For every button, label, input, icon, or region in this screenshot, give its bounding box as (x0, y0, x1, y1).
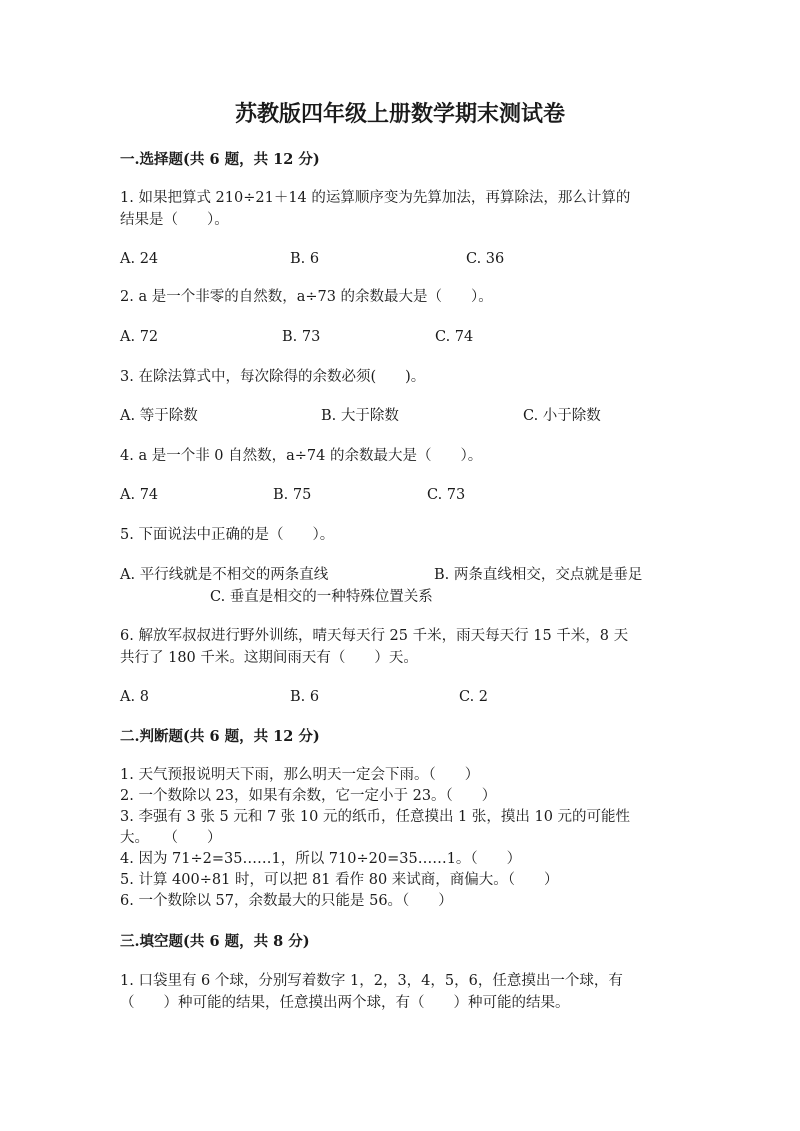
question-6-option-a: A. 8 (120, 689, 149, 705)
question-6-line-2: 共行了 180 千米。这期间雨天有（ ）天。 (120, 650, 418, 666)
fill-line-1: 1. 口袋里有 6 个球，分别写着数字 1，2，3，4，5，6，任意摸出一个球，有 (120, 973, 623, 989)
question-3-option-c: C. 小于除数 (523, 408, 601, 424)
question-6-option-c: C. 2 (459, 689, 489, 705)
question-1-line-2: 结果是（ ）。 (120, 212, 229, 228)
judge-line-7: 6. 一个数除以 57，余数最大的只能是 56。（ ） (120, 893, 453, 909)
question-2-option-b: B. 73 (282, 329, 321, 345)
judge-line-3: 3. 李强有 3 张 5 元和 7 张 10 元的纸币，任意摸出 1 张，摸出 10 元的可能性 (120, 809, 631, 825)
question-1-line-1: 1. 如果把算式 210÷21＋14 的运算顺序变为先算加法，再算除法，那么计算的 (120, 190, 631, 206)
question-4-line-1: 4. a 是一个非 0 自然数，a÷74 的余数最大是（ ）。 (120, 448, 483, 464)
section-heading-choice: 一.选择题(共 6 题，共 12 分) (120, 151, 320, 168)
question-2-line-1: 2. a 是一个非零的自然数，a÷73 的余数最大是（ ）。 (120, 289, 493, 305)
judge-line-5: 4. 因为 71÷2=35……1，所以 710÷20=35……1。（ ） (120, 851, 522, 867)
question-3-line-1: 3. 在除法算式中，每次除得的余数必须( )。 (120, 369, 426, 385)
question-5-option-a: A. 平行线就是不相交的两条直线 (120, 567, 329, 583)
question-3-option-a: A. 等于除数 (120, 408, 198, 424)
question-5-option-b: B. 两条直线相交，交点就是垂足 (434, 567, 643, 583)
question-2-option-c: C. 74 (435, 329, 474, 345)
question-4-option-a: A. 74 (120, 487, 159, 503)
question-4-option-c: C. 73 (427, 487, 466, 503)
question-1-option-a: A. 24 (120, 251, 159, 267)
question-5-option-c: C. 垂直是相交的一种特殊位置关系 (210, 589, 433, 605)
question-4-option-b: B. 75 (273, 487, 312, 503)
question-3-option-b: B. 大于除数 (321, 408, 399, 424)
judge-line-4: 大。 （ ） (120, 830, 222, 846)
judge-line-1: 1. 天气预报说明天下雨，那么明天一定会下雨。（ ） (120, 767, 480, 783)
section-heading-fill: 三.填空题(共 6 题，共 8 分) (120, 933, 310, 950)
question-6-option-b: B. 6 (290, 689, 320, 705)
section-heading-judge: 二.判断题(共 6 题，共 12 分) (120, 728, 320, 745)
question-1-option-b: B. 6 (290, 251, 320, 267)
question-6-line-1: 6. 解放军叔叔进行野外训练，晴天每天行 25 千米，雨天每天行 15 千米，8 天 (120, 628, 629, 644)
page-title: 苏教版四年级上册数学期末测试卷 (234, 101, 565, 127)
judge-line-6: 5. 计算 400÷81 时，可以把 81 看作 80 来试商，商偏大。（ ） (120, 872, 559, 888)
question-2-option-a: A. 72 (120, 329, 159, 345)
question-5-line-1: 5. 下面说法中正确的是（ ）。 (120, 527, 335, 543)
judge-line-2: 2. 一个数除以 23，如果有余数，它一定小于 23。（ ） (120, 788, 497, 804)
question-1-option-c: C. 36 (466, 251, 505, 267)
fill-line-2: （ ）种可能的结果，任意摸出两个球，有（ ）种可能的结果。 (120, 995, 570, 1011)
